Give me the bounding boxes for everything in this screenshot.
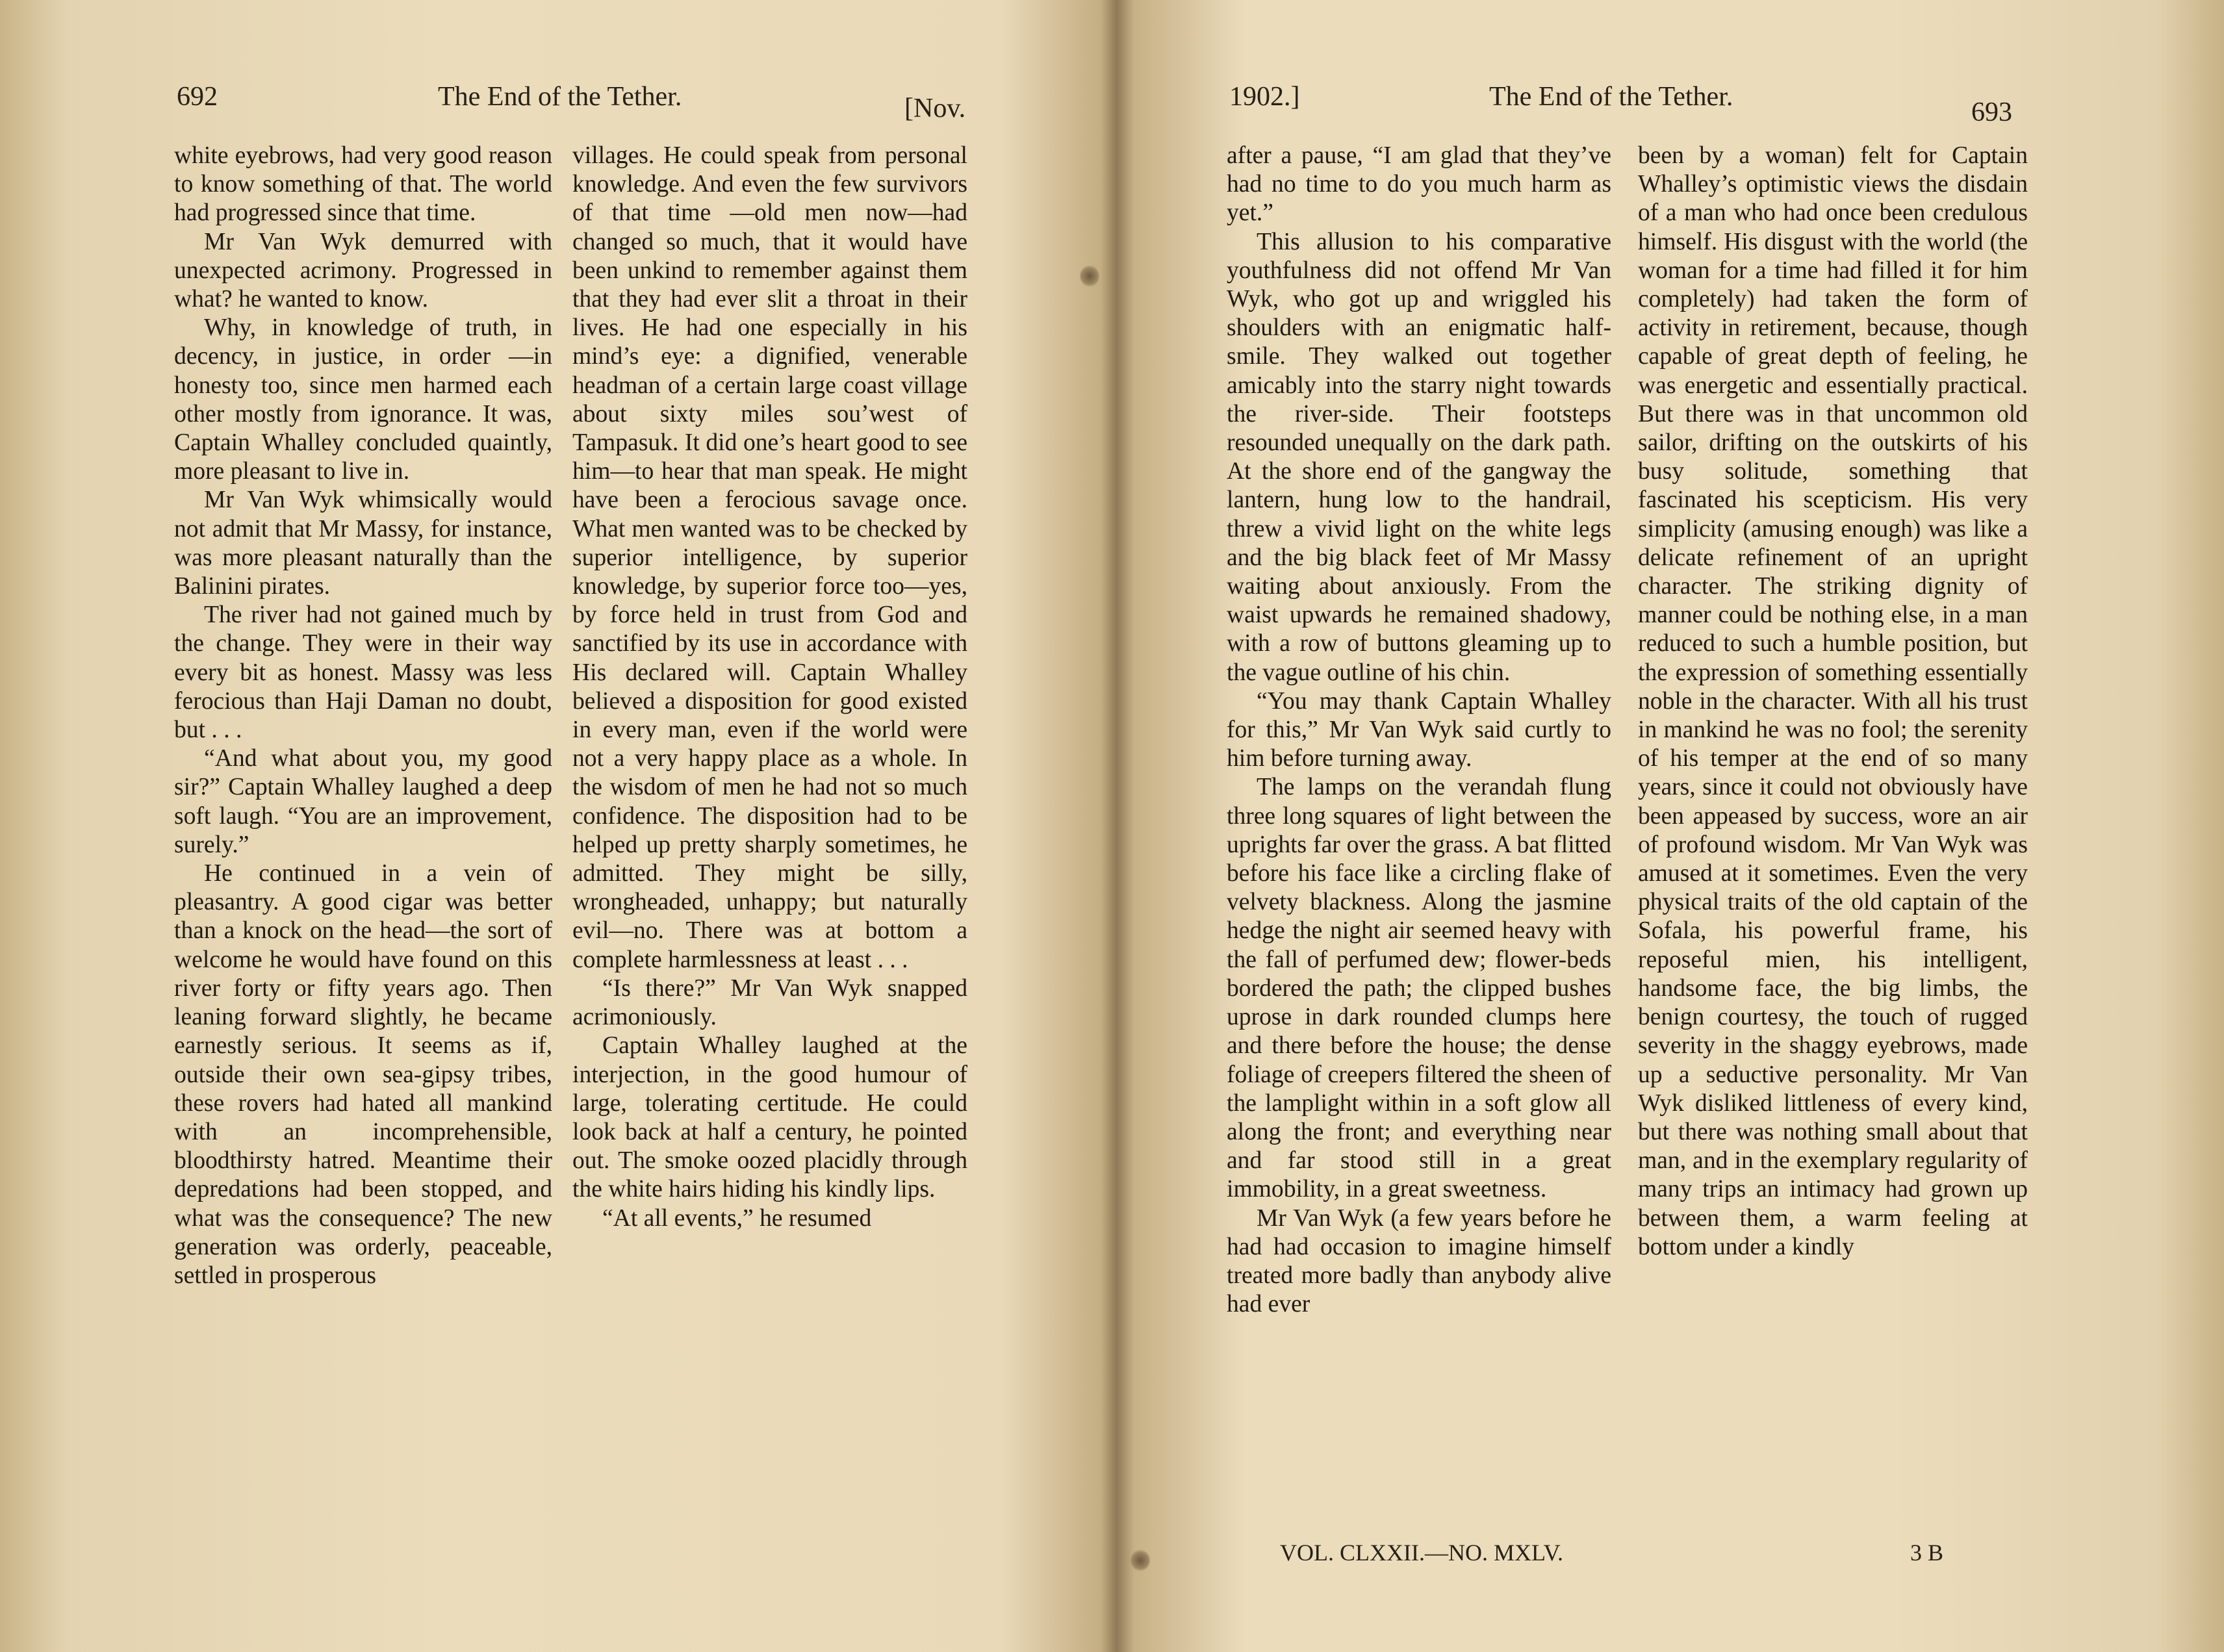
- paragraph: The lamps on the verandah flung three long squares of light between the uprights far over the grass. A bat flitted before his face like a circling flake of velvety blackness. Along the jasmine hedge the night air seemed heavy with the fall of perfumed dew; flower-beds bordered the path; the clipped bushes uprose in dark rounded clumps here and there before the house; the dense foliage of creepers filtered the sheen of the lamplight within in a soft glow all along the front; and everything near and far stood still in a great immobility, in a great sweetness.: [1227, 774, 1611, 1203]
- left-page: [0, 0, 1098, 1652]
- paragraph: “Is there?” Mr Van Wyk snapped acrimoniously.: [572, 974, 967, 1031]
- right-column-1: [1227, 142, 1611, 1319]
- paragraph: The river had not gained much by the change. They were in their way every bit as honest. Massy was less ferocious than Haji Daman no doubt, but . . .: [174, 602, 552, 744]
- paragraph: Mr Van Wyk demurred with unexpected acrimony. Progressed in what? he wanted to know.: [174, 228, 552, 313]
- right-page: [1105, 0, 2224, 1652]
- left-page-number: 692: [177, 82, 218, 112]
- right-page-number: 693: [1971, 97, 2012, 127]
- paragraph: after a pause, “I am glad that they’ve had no time to do you much harm as yet.”: [1227, 142, 1611, 227]
- paragraph: Mr Van Wyk whimsically would not admit that Mr Massy, for instance, was more pleasant naturally than the Balinini pirates.: [174, 487, 552, 600]
- binding-stitch-mark: [1080, 265, 1099, 287]
- paragraph: “At all events,” he resumed: [602, 1204, 872, 1232]
- paragraph: been by a woman) felt for Captain Whalley’s optimistic views the disdain of a man who had once been credulous himself. His disgust with the world (the woman for a time had filled it for him completely) had taken the form of activity in retirement, because, though capable of great depth of feeling, he was energetic and essentially practical. But there was in that uncommon old sailor, drifting on the outskirts of his busy solitude, something that fascinated his scepticism. His very simplicity (amusing enough) was like a delicate refinement of an upright character. The striking dignity of manner could be nothing else, in a man reduced to such a humble position, but the expression of something essentially noble in the character. With all his trust in mankind he was no fool; the serenity of his temper at the end of so many years, since it could not obviously have been appeased by success, wore an air of profound wisdom. Mr Van Wyk was amused at it sometimes. Even the very physical traits of the old captain of the Sofala, his powerful frame, his reposeful mien, his intelligent, handsome face, the big limbs, the benign courtesy, the touch of rugged severity in the shaggy eyebrows, made up a seductive personality. Mr Van Wyk disliked littleness of every kind, but there was nothing small about that man, and in the exemplary regularity of many trips an intimacy had grown up between them, a warm feeling at bottom under a kindly: [1638, 142, 2028, 1260]
- left-column-1: [174, 142, 552, 1290]
- paragraph: white eyebrows, had very good reason to know something of that. The world had progressed since that time.: [174, 142, 552, 227]
- paragraph: Why, in knowledge of truth, in decency, in justice, in order —in honesty too, since men harmed each other mostly from ignorance. It was, Captain Whalley concluded quaintly, more pleasant to live in.: [174, 314, 552, 485]
- right-column-2: [1638, 142, 2028, 1262]
- paragraph: This allusion to his comparative youthfulness did not offend Mr Van Wyk, who got up and wriggled his shoulders with an enigmatic half-smile. They walked out together amicably into the starry night towards the river-side. Their footsteps resounded unequally on the dark path. At the shore end of the gangway the lantern, hung low to the handrail, threw a vivid light on the white legs and the big black feet of Mr Massy waiting about anxiously. From the waist upwards he remained shadowy, with a row of buttons gleaming up to the vague outline of his chin.: [1227, 228, 1611, 686]
- left-running-title: The End of the Tether.: [438, 82, 682, 112]
- paragraph: Captain Whalley laughed at the interjection, in the good humour of large, tolerating certitude. He could look back at half a century, he pointed out. The smoke oozed placidly through the white hairs hiding his kindly lips.: [572, 1032, 967, 1203]
- footer-signature: 3 B: [1910, 1540, 1944, 1566]
- footer-volume: VOL. CLXXII.—NO. MXLV.: [1280, 1540, 1564, 1566]
- right-running-title: The End of the Tether.: [1489, 82, 1733, 112]
- left-date: [Nov.: [904, 94, 966, 123]
- paragraph: villages. He could speak from personal knowledge. And even the few survivors of that time —old men now—had changed so much, that it would have been unkind to remember against them that they had ever slit a throat in their lives. He had one especially in his mind’s eye: a dignified, venerable headman of a certain large coast village about sixty miles sou’west of Tampasuk. It did one’s heart good to see him—to hear that man speak. He might have been a ferocious savage once. What men wanted was to be checked by superior intelligence, by superior knowledge, by superior force too—yes, by force held in trust from God and sanctified by its use in accordance with His declared will. Captain Whalley believed a disposition for good existed in every man, even if the world were not a very happy place as a whole. In the wisdom of men he had not so much confidence. The disposition had to be helped up pretty sharply sometimes, he admitted. They might be silly, wrongheaded, unhappy; but naturally evil—no. There was at bottom a complete harmlessness at least . . .: [572, 142, 967, 973]
- paragraph: “You may thank Captain Whalley for this,” Mr Van Wyk said curtly to him before turning away.: [1227, 687, 1611, 772]
- paragraph: “And what about you, my good sir?” Captain Whalley laughed a deep soft laugh. “You are an improvement, surely.”: [174, 745, 552, 858]
- left-column-2: [572, 142, 967, 1233]
- right-date: 1902.]: [1229, 82, 1300, 112]
- paragraph: He continued in a vein of pleasantry. A good cigar was better than a knock on the head—the sort of welcome he would have found on this river forty or fifty years ago. Then leaning forward slightly, he became earnestly serious. It seems as if, outside their own sea-gipsy tribes, these rovers had hated all mankind with an incomprehensible, bloodthirsty hatred. Meantime their depredations had been stopped, and what was the consequence? The new generation was orderly, peaceable, settled in prosperous: [174, 860, 552, 1289]
- paragraph: Mr Van Wyk (a few years before he had had occasion to imagine himself treated more badly than anybody alive had ever: [1227, 1204, 1611, 1318]
